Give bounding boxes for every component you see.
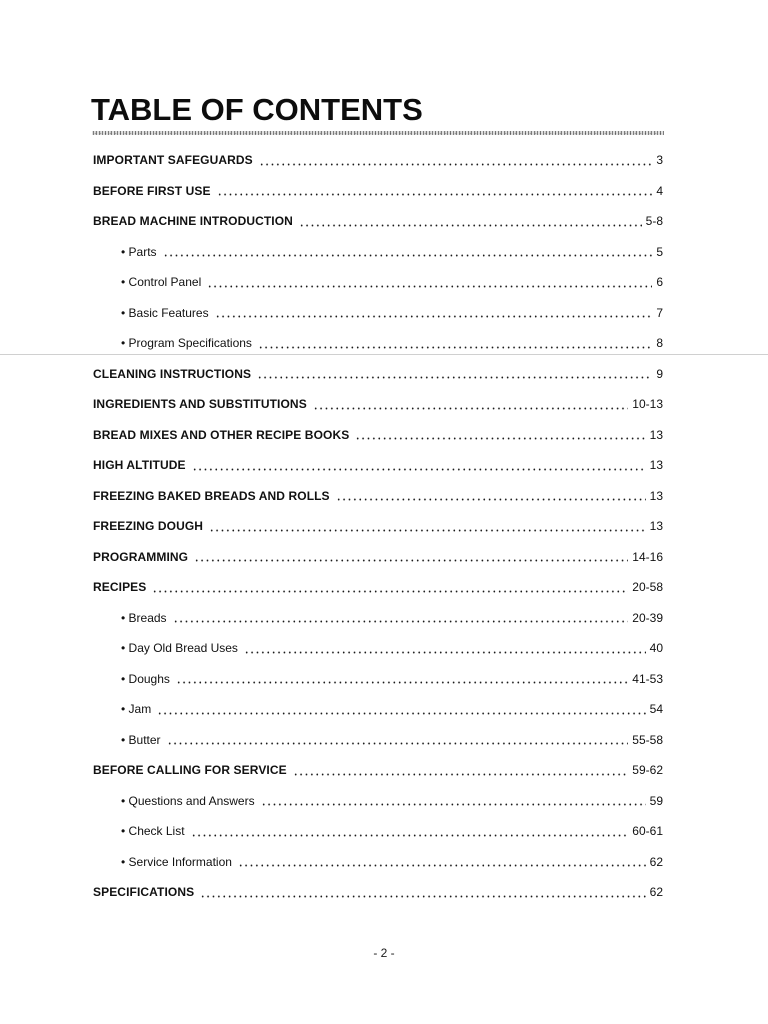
toc-entry	[93, 481, 663, 512]
toc-entry-label: • Check List	[121, 824, 185, 839]
toc-entry-page: 40	[649, 641, 663, 656]
toc-entry-page: 8	[656, 336, 663, 351]
dot-leader	[207, 285, 652, 288]
toc-entry	[93, 176, 663, 207]
toc-entry	[93, 450, 663, 481]
dot-leader	[299, 224, 642, 227]
toc-entry-page: 62	[649, 854, 663, 869]
toc-entry-label: BREAD MACHINE INTRODUCTION	[93, 214, 293, 229]
toc-entry-label: FREEZING DOUGH	[93, 519, 204, 534]
toc-entry-page: 4	[656, 183, 663, 198]
dot-leader	[200, 895, 645, 898]
toc-subentry	[93, 725, 663, 756]
toc-entry	[93, 206, 663, 237]
toc-subentry	[93, 603, 663, 634]
toc-entry	[93, 420, 663, 451]
dot-leader	[217, 193, 653, 196]
toc-entry-label: • Basic Features	[121, 305, 209, 320]
toc-entry-label: • Parts	[121, 244, 157, 259]
toc-entry-page: 20-58	[632, 580, 663, 595]
toc-entry-label: • Breads	[121, 610, 167, 625]
dot-leader	[194, 559, 628, 562]
toc-entry	[93, 389, 663, 420]
toc-entry-label: • Service Information	[121, 854, 232, 869]
toc-entry	[93, 877, 663, 908]
toc-entry	[93, 511, 663, 542]
toc-entry-page: 5-8	[645, 214, 663, 229]
toc-subentry	[93, 694, 663, 725]
toc-entry-page: 9	[656, 366, 663, 381]
dot-leader	[167, 742, 629, 745]
dot-leader	[259, 163, 653, 166]
toc-entry-label: CLEANING INSTRUCTIONS	[93, 366, 252, 381]
toc-entry-page: 7	[656, 305, 663, 320]
toc-subentry	[93, 298, 663, 329]
toc-entry-label: • Program Specifications	[121, 336, 252, 351]
toc-subentry	[93, 847, 663, 878]
toc-entry-page: 5	[656, 244, 663, 259]
page-number: - 2 -	[373, 946, 395, 960]
toc-entry-page: 13	[649, 519, 663, 534]
toc-entry-label: • Control Panel	[121, 275, 202, 290]
toc-entry-label: HIGH ALTITUDE	[93, 458, 186, 473]
toc-subentry	[93, 237, 663, 268]
toc-entry-label: BEFORE FIRST USE	[93, 183, 211, 198]
dot-leader	[336, 498, 646, 501]
toc-entry-label: IMPORTANT SAFEGUARDS	[93, 153, 253, 168]
dot-leader	[355, 437, 645, 440]
toc-entry-page: 59	[649, 793, 663, 808]
toc-entry-label: • Day Old Bread Uses	[121, 641, 238, 656]
dot-leader	[152, 590, 628, 593]
toc-entry-label: FREEZING BAKED BREADS AND ROLLS	[93, 488, 330, 503]
toc-entry-page: 3	[656, 153, 663, 168]
dot-leader	[209, 529, 646, 532]
toc-entry-page: 13	[649, 488, 663, 503]
toc-entry-page: 20-39	[632, 610, 663, 625]
toc-entry-page: 62	[649, 885, 663, 900]
toc-entry-page: 55-58	[632, 732, 663, 747]
dot-leader	[238, 864, 646, 867]
toc-entry-label: PROGRAMMING	[93, 549, 189, 564]
dot-leader	[215, 315, 653, 318]
toc-entry	[93, 542, 663, 573]
toc-entry-label: • Jam	[121, 702, 152, 717]
dot-leader	[261, 803, 646, 806]
dot-leader	[258, 346, 652, 349]
toc-entry-label: • Doughs	[121, 671, 170, 686]
toc-subentry	[93, 328, 663, 359]
dot-leader	[293, 773, 629, 776]
dot-leader	[163, 254, 653, 257]
toc-subentry	[93, 786, 663, 817]
toc-entry-page: 59-62	[632, 763, 663, 778]
toc-entry-label: BREAD MIXES AND OTHER RECIPE BOOKS	[93, 427, 350, 442]
dot-leader	[173, 620, 629, 623]
dot-leader	[244, 651, 646, 654]
toc-entry	[93, 572, 663, 603]
table-of-contents-list	[93, 145, 663, 908]
toc-entry-label: INGREDIENTS AND SUBSTITUTIONS	[93, 397, 307, 412]
toc-entry-page: 60-61	[632, 824, 663, 839]
toc-entry-label: • Questions and Answers	[121, 793, 255, 808]
dot-leader	[257, 376, 652, 379]
toc-entry-page: 13	[649, 427, 663, 442]
toc-entry	[93, 755, 663, 786]
dot-leader	[313, 407, 629, 410]
page-title: TABLE OF CONTENTS	[91, 92, 423, 127]
toc-entry-page: 13	[649, 458, 663, 473]
dot-leader	[176, 681, 628, 684]
toc-entry-label: SPECIFICATIONS	[93, 885, 195, 900]
toc-entry	[93, 145, 663, 176]
toc-entry-page: 14-16	[632, 549, 663, 564]
toc-entry-page: 41-53	[632, 671, 663, 686]
toc-subentry	[93, 816, 663, 847]
toc-subentry	[93, 633, 663, 664]
toc-entry-page: 54	[649, 702, 663, 717]
toc-subentry	[93, 664, 663, 695]
toc-subentry	[93, 267, 663, 298]
toc-entry-page: 6	[656, 275, 663, 290]
toc-entry	[93, 359, 663, 390]
toc-entry-page: 10-13	[632, 397, 663, 412]
title-underline	[92, 131, 664, 135]
dot-leader	[191, 834, 629, 837]
toc-entry-label: BEFORE CALLING FOR SERVICE	[93, 763, 287, 778]
dot-leader	[157, 712, 645, 715]
toc-entry-label: • Butter	[121, 732, 161, 747]
dot-leader	[192, 468, 646, 471]
toc-entry-label: RECIPES	[93, 580, 147, 595]
